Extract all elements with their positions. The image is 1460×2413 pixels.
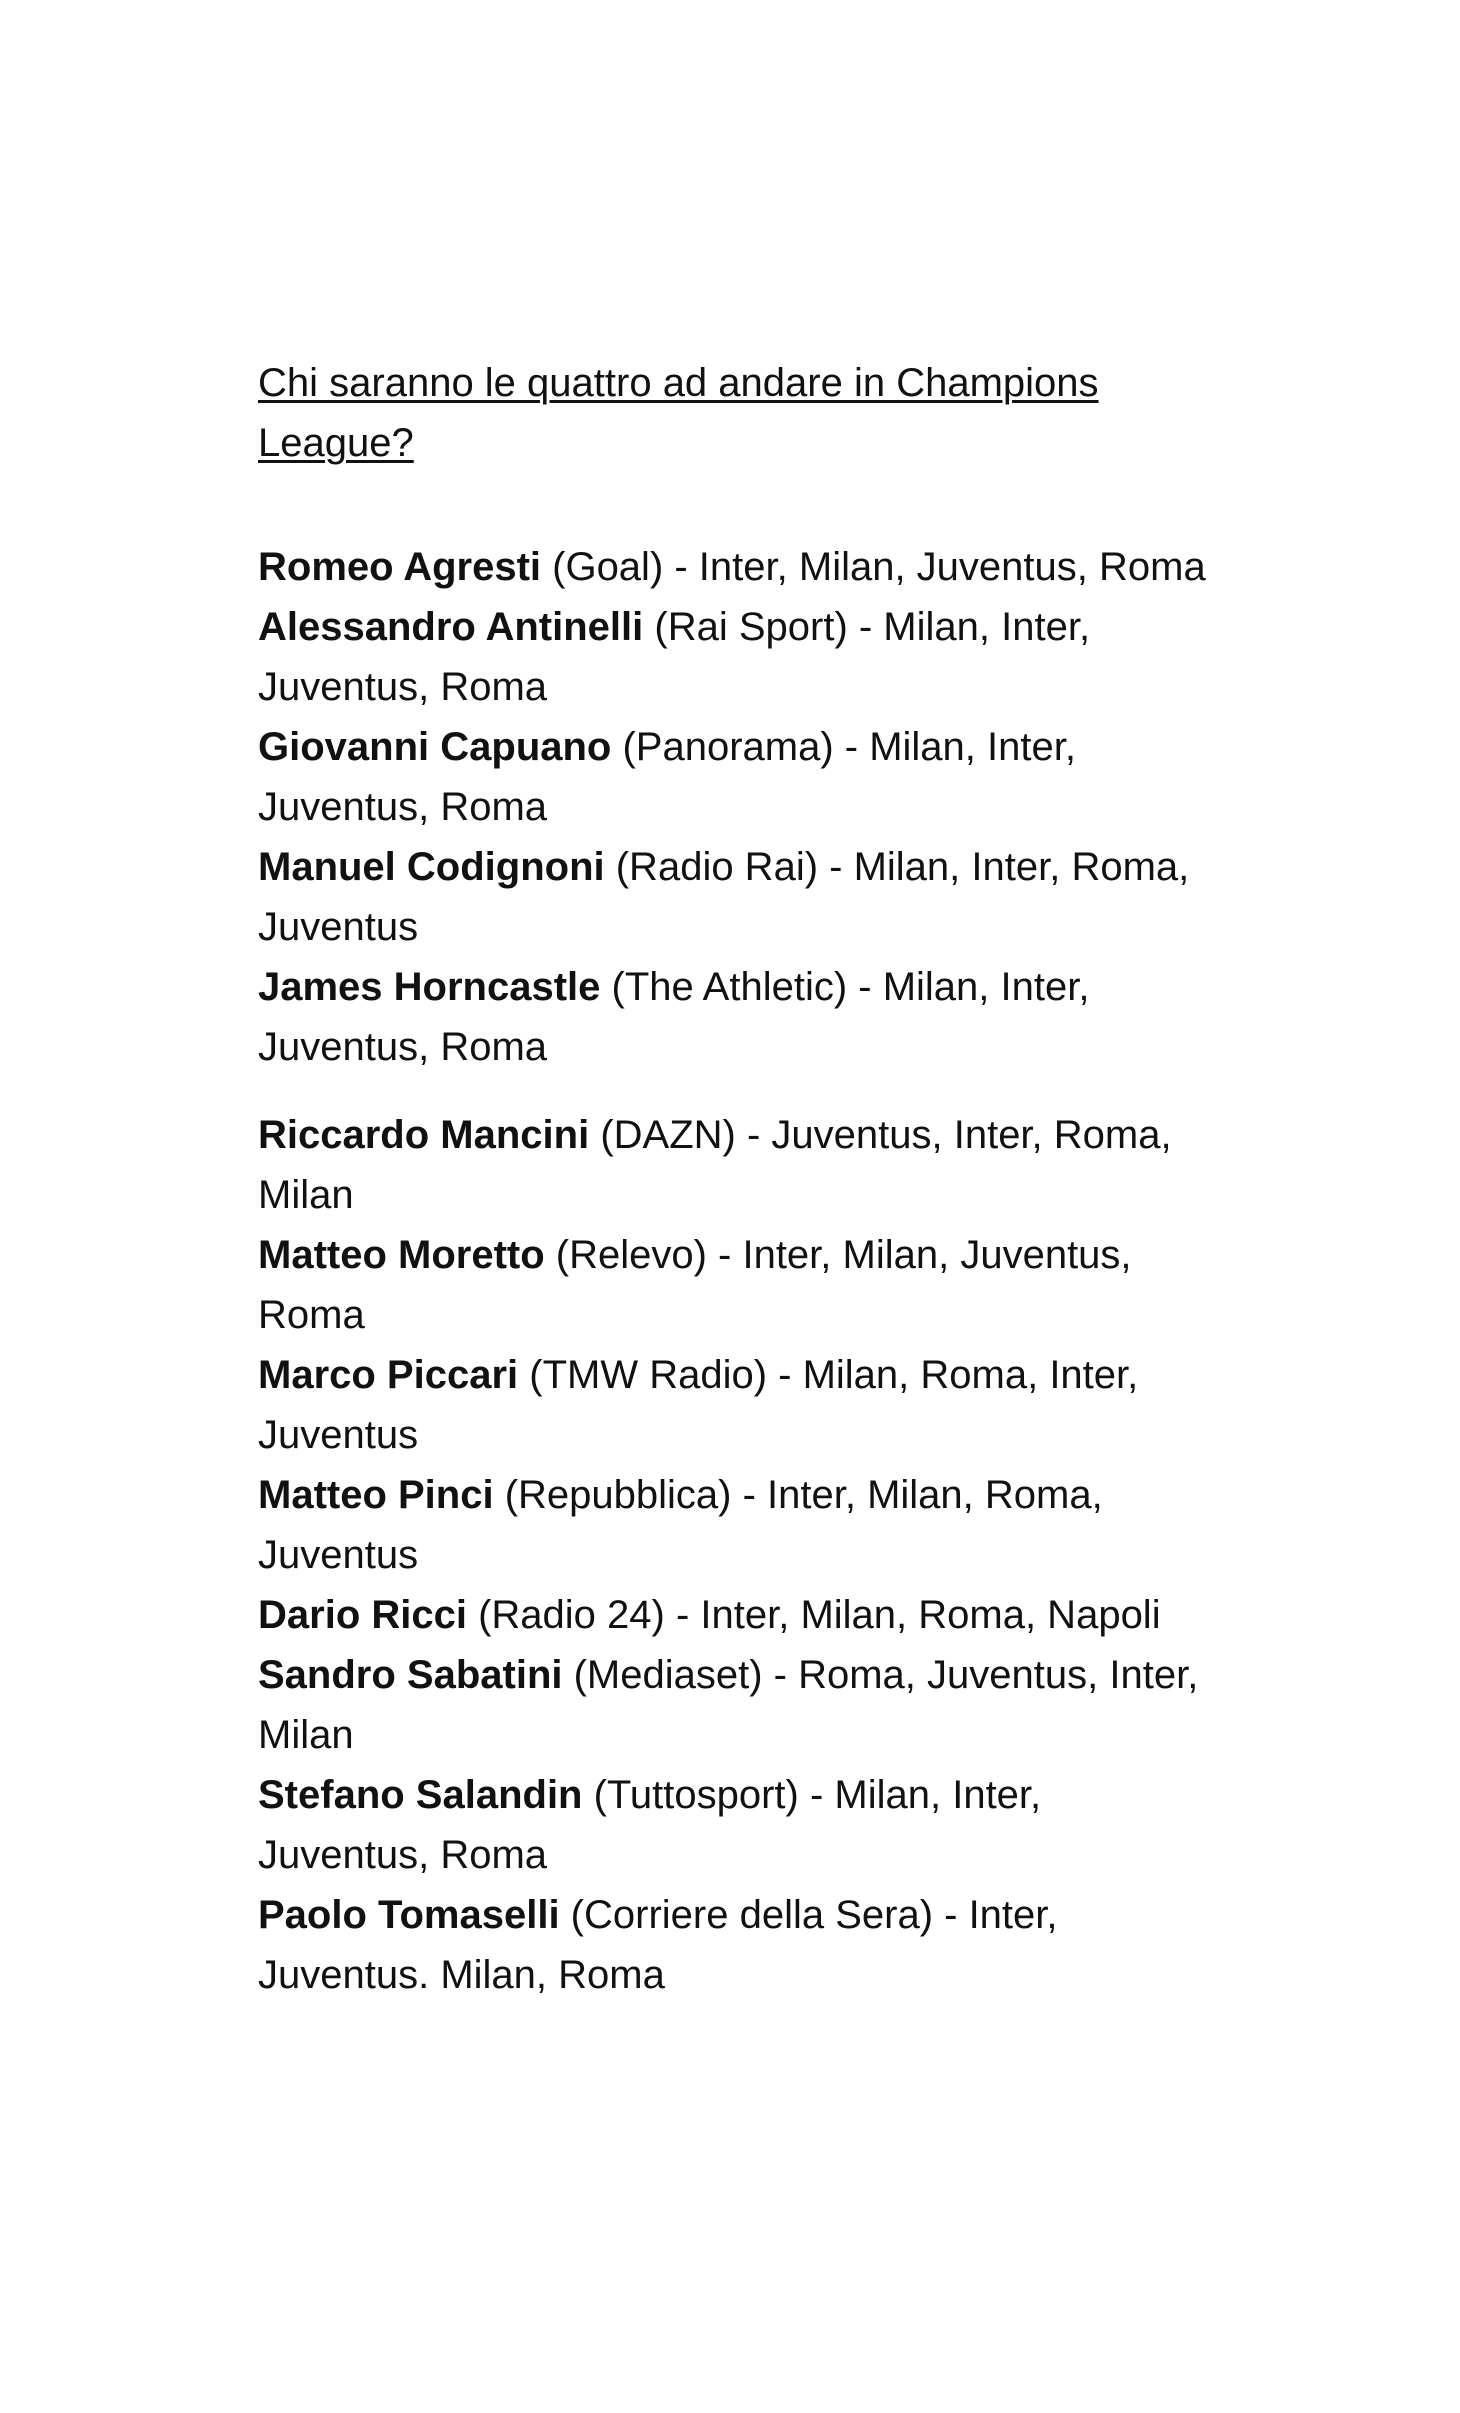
predictions-group-1	[258, 537, 1223, 1077]
prediction-text: (TMW Radio) - Milan, Roma, Inter,	[518, 1353, 1139, 1397]
journalist-name: Paolo Tomaselli	[258, 1893, 560, 1937]
journalist-name: Stefano Salandin	[258, 1773, 583, 1817]
question-title	[258, 353, 1223, 473]
prediction-entry	[258, 1105, 1223, 1225]
prediction-text: (Corriere della Sera) - Inter,	[559, 1893, 1058, 1937]
prediction-entry	[258, 1225, 1223, 1345]
prediction-entry	[258, 537, 1223, 597]
prediction-text: (Panorama) - Milan, Inter,	[611, 725, 1076, 769]
prediction-entry	[258, 597, 1223, 717]
prediction-text-continued: Juventus	[258, 1533, 419, 1577]
prediction-text-continued: Juventus. Milan, Roma	[258, 1953, 665, 1997]
prediction-text-continued: Juventus	[258, 905, 419, 949]
journalist-name: Matteo Moretto	[258, 1233, 545, 1277]
prediction-text: (Mediaset) - Roma, Juventus, Inter,	[562, 1653, 1199, 1697]
prediction-entry	[258, 717, 1223, 837]
journalist-name: Alessandro Antinelli	[258, 605, 644, 649]
prediction-text: (Radio Rai) - Milan, Inter, Roma,	[604, 845, 1190, 889]
question-title-line1: Chi saranno le quattro ad andare in Champions	[258, 361, 1099, 405]
prediction-text: (Relevo) - Inter, Milan, Juventus,	[544, 1233, 1132, 1277]
prediction-text-continued: Juventus	[258, 1413, 419, 1457]
prediction-text-continued: Juventus, Roma	[258, 1025, 548, 1069]
prediction-entry	[258, 1885, 1223, 2005]
prediction-text-continued: Milan	[258, 1713, 354, 1757]
journalist-name: Romeo Agresti	[258, 545, 542, 589]
journalist-name: Manuel Codignoni	[258, 845, 605, 889]
journalist-name: Sandro Sabatini	[258, 1653, 563, 1697]
prediction-entry	[258, 1645, 1223, 1765]
prediction-entry	[258, 1585, 1223, 1645]
prediction-text: (Radio 24) - Inter, Milan, Roma, Napoli	[466, 1593, 1161, 1637]
prediction-text-continued: Milan	[258, 1173, 354, 1217]
prediction-text: (Goal) - Inter, Milan, Juventus, Roma	[541, 545, 1206, 589]
journalist-name: Giovanni Capuano	[258, 725, 612, 769]
journalist-name: James Horncastle	[258, 965, 601, 1009]
prediction-entry	[258, 837, 1223, 957]
journalist-name: Marco Piccari	[258, 1353, 519, 1397]
journalist-name: Riccardo Mancini	[258, 1113, 590, 1157]
journalist-name: Matteo Pinci	[258, 1473, 494, 1517]
question-title-line2: League?	[258, 421, 414, 465]
prediction-text-continued: Roma	[258, 1293, 365, 1337]
predictions-group-2	[258, 1105, 1223, 2005]
prediction-text-continued: Juventus, Roma	[258, 665, 548, 709]
prediction-text: (Rai Sport) - Milan, Inter,	[643, 605, 1091, 649]
article-content	[258, 353, 1223, 2005]
prediction-text: (Tuttosport) - Milan, Inter,	[582, 1773, 1042, 1817]
prediction-entry	[258, 1765, 1223, 1885]
journalist-name: Dario Ricci	[258, 1593, 467, 1637]
prediction-entry	[258, 1465, 1223, 1585]
prediction-text: (The Athletic) - Milan, Inter,	[600, 965, 1090, 1009]
prediction-text: (DAZN) - Juventus, Inter, Roma,	[589, 1113, 1172, 1157]
prediction-text-continued: Juventus, Roma	[258, 1833, 548, 1877]
prediction-text: (Repubblica) - Inter, Milan, Roma,	[493, 1473, 1103, 1517]
prediction-entry	[258, 1345, 1223, 1465]
prediction-text-continued: Juventus, Roma	[258, 785, 548, 829]
prediction-entry	[258, 957, 1223, 1077]
